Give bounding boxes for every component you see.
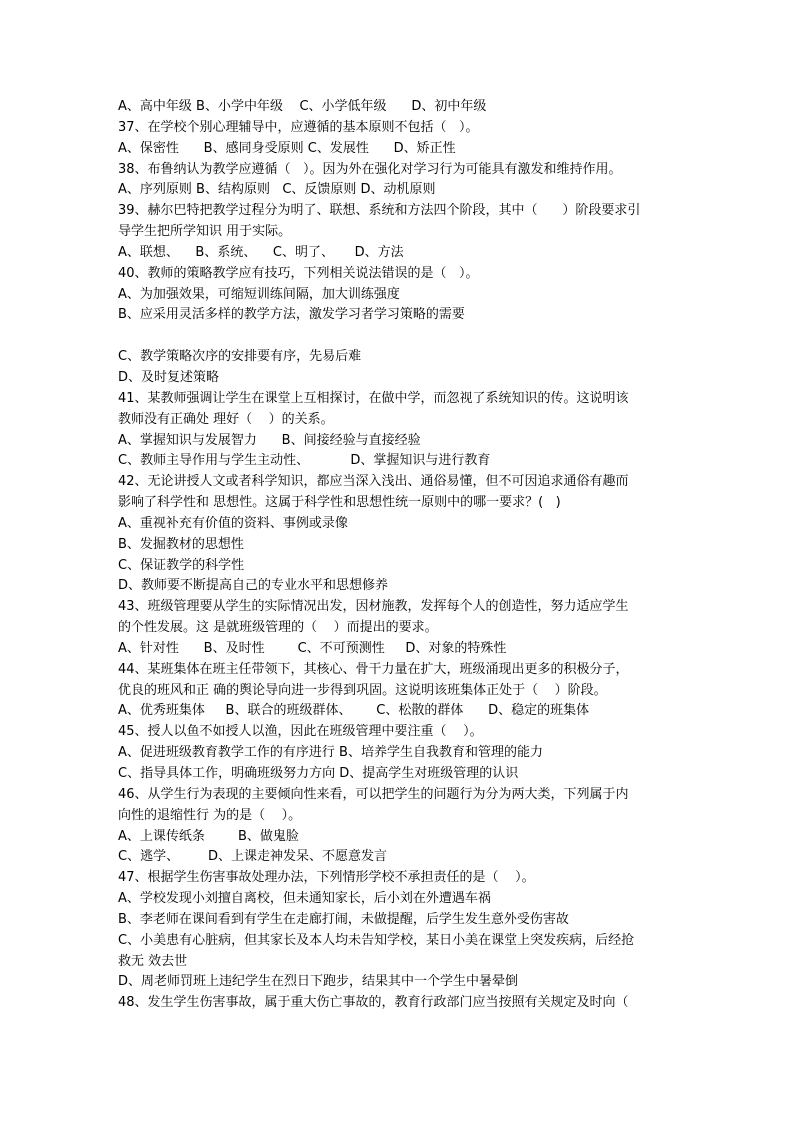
text-line: B、应采用灵活多样的教学方法，激发学习者学习策略的需要 [118,307,465,323]
text-line: A、重视补充有价值的资料、事例或录像 [118,515,348,531]
text-line: A、促进班级教育教学工作的有序进行 B、培养学生自我教育和管理的能力 [118,745,543,761]
text-line: A、为加强效果，可缩短训练间隔，加大训练强度 [118,286,400,302]
text-line: 48、发生学生伤害事故，属于重大伤亡事故的，教育行政部门应当按照有关规定及时向（ [118,995,629,1011]
text-line: 救无 效去世 [118,953,188,969]
text-line: D、周老师罚班上违纪学生在烈日下跑步，结果其中一个学生中暑晕倒 [118,974,519,990]
document-body [118,97,678,1014]
text-line: 43、班级管理要从学生的实际情况出发，因材施教，发挥每个人的创造性，努力适应学生 [118,599,629,615]
text-line: C、逃学、 D、上课走神发呆、不愿意发言 [118,849,388,865]
text-line: A、保密性 B、感同身受原则 C、发展性 D、矫正性 [118,140,456,156]
text-line: 导学生把所学知识 用于实际。 [118,224,292,240]
text-line: 的个性发展。这 是就班级管理的（ ）而提出的要求。 [118,620,438,636]
text-line: B、李老师在课间看到有学生在走廊打闹，未做提醒，后学生发生意外受伤害故 [118,911,569,927]
text-line: C、教师主导作用与学生主动性、 D、掌握知识与进行教育 [118,453,491,469]
blank-line [118,326,678,347]
text-line: A、序列原则 B、结构原则 C、反馈原则 D、动机原则 [118,182,436,198]
text-line: 41、某教师强调让学生在课堂上互相探讨，在做中学，而忽视了系统知识的传。这说明该 [118,390,629,406]
text-line: D、教师要不断提高自己的专业水平和思想修养 [118,578,389,594]
text-line: D、及时复述策略 [118,369,220,385]
text-line: A、联想、 B、系统、 C、明了、 D、方法 [118,244,404,260]
text-line: 影响了科学性和 思想性。这属于科学性和思想性统一原则中的哪一要求？( ) [118,495,561,511]
text-line: 45、授人以鱼不如授人以渔，因此在班级管理中要注重（ ）。 [118,724,483,740]
text-line: C、小美患有心脏病，但其家长及本人均未告知学校，某日小美在课堂上突发疾病，后经抢 [118,932,635,948]
text-line: 38、布鲁纳认为教学应遵循（ ）。因为外在强化对学习行为可能具有激发和维持作用。 [118,161,622,177]
text-line: A、针对性 B、及时性 C、不可预测性 D、对象的特殊性 [118,640,507,656]
text-line: C、教学策略次序的安排要有序，先易后难 [118,349,362,365]
text-line: 教师没有正确处 理好（ ）的关系。 [118,411,334,427]
text-line: A、学校发现小刘擅自离校，但未通知家长，后小刘在外遭遇车祸 [118,891,491,907]
text-line: 46、从学生行为表现的主要倾向性来看，可以把学生的问题行为分为两大类，下列属于内 [118,786,629,802]
text-line: 39、赫尔巴特把教学过程分为明了、联想、系统和方法四个阶段，其中（ ）阶段要求引 [118,203,641,219]
text-line: A、上课传纸条 B、做鬼脸 [118,828,299,844]
text-line: 37、在学校个别心理辅导中，应遵循的基本原则不包括（ ）。 [118,119,479,135]
text-line: 向性的退缩性行 为的是（ ）。 [118,807,302,823]
text-line: B、发掘教材的思想性 [118,536,244,552]
text-line: 40、教师的策略教学应有技巧，下列相关说法错误的是（ ）。 [118,265,479,281]
text-line: 42、无论讲授人文或者科学知识，都应当深入浅出、通俗易懂，但不可因追求通俗有趣而 [118,474,629,490]
text-line: 47、根据学生伤害事故处理办法，下列情形学校不承担责任的是（ ）。 [118,870,535,886]
text-line: A、掌握知识与发展智力 B、间接经验与直接经验 [118,432,421,448]
text-line: C、指导具体工作，明确班级努力方向 D、提高学生对班级管理的认识 [118,766,519,781]
text-line: 44、某班集体在班主任带领下，其核心、骨干力量在扩大，班级涌现出更多的积极分子， [118,661,629,677]
text-line: 优良的班风和正 确的舆论导向进一步得到巩固。这说明该班集体正处于（ ）阶段。 [118,682,607,698]
text-line: C、保证教学的科学性 [118,557,245,573]
text-line: A、高中年级 B、小学中年级 C、小学低年级 D、初中年级 [118,99,487,114]
text-line: A、优秀班集体 B、联合的班级群体、 C、松散的群体 D、稳定的班集体 [118,703,590,719]
